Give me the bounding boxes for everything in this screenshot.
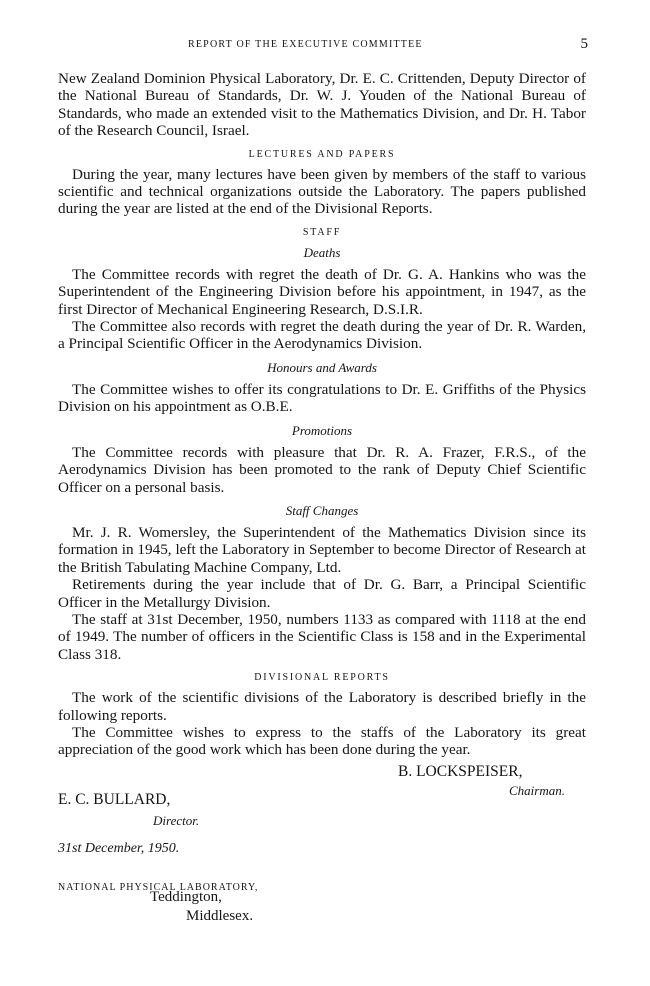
director-title: Director. bbox=[153, 812, 200, 828]
honours-paragraph: The Committee wishes to offer its congratulations to Dr. E. Griffiths of the Physics Division on his appointment as O.B.E. bbox=[58, 380, 586, 416]
staff-changes-paragraph-1: Mr. J. R. Womersley, the Superintendent of the Mathematics Division since its formation in 1945, left the Laboratory in September to become Director of Research at the British Tabulating Machine Company, Ltd. bbox=[58, 523, 586, 576]
promotions-subheading: Promotions bbox=[291, 422, 353, 438]
staff-changes-paragraph-3: The staff at 31st December, 1950, numbers 1133 as compared with 1118 at the end of 1949. The number of officers in the Scientific Class is 158 and in the Experimental Class 318. bbox=[58, 610, 586, 663]
lectures-paragraph: During the year, many lectures have been given by members of the staff to various scientific and technical organizations outside the Laboratory. The papers published during the year are listed at the end of the Divisional Reports. bbox=[58, 165, 586, 218]
deaths-paragraph-1: The Committee records with regret the death of Dr. G. A. Hankins who was the Superintendent of the Engineering Division before his appointment, in 1947, as the first Director of Mechanical Engineering Research, D.S.I.R. bbox=[58, 265, 586, 318]
director-name: E. C. BULLARD, bbox=[58, 790, 171, 808]
divisional-reports-heading: DIVISIONAL REPORTS bbox=[254, 672, 390, 684]
staff-changes-paragraph-2: Retirements during the year include that of Dr. G. Barr, a Principal Scientific Officer in the Metallurgy Division. bbox=[58, 576, 586, 611]
chairman-name: B. LOCKSPEISER, bbox=[398, 762, 523, 780]
deaths-subheading: Deaths bbox=[303, 244, 341, 260]
page-number: 5 bbox=[580, 36, 588, 52]
address-town: Teddington, bbox=[150, 888, 222, 905]
signature-block bbox=[58, 762, 586, 924]
divisional-paragraph-2: The Committee wishes to express to the staffs of the Laboratory its great appreciation of the good work which has been done during the year. bbox=[58, 723, 586, 759]
staff-changes-subheading: Staff Changes bbox=[285, 502, 359, 518]
address-block bbox=[58, 877, 458, 924]
signature-date: 31st December, 1950. bbox=[58, 840, 180, 856]
running-title: REPORT OF THE EXECUTIVE COMMITTEE bbox=[188, 39, 423, 50]
address-organization: NATIONAL PHYSICAL LABORATORY, bbox=[58, 881, 259, 893]
document-page bbox=[58, 34, 588, 924]
divisional-paragraph-1: The work of the scientific divisions of the Laboratory is described briefly in the following reports. bbox=[58, 689, 586, 724]
promotions-paragraph: The Committee records with pleasure that Dr. R. A. Frazer, F.R.S., of the Aerodynamics Division has been promoted to the rank of Deputy Chief Scientific Officer on a personal basis. bbox=[58, 443, 586, 496]
deaths-paragraph-2: The Committee also records with regret the death during the year of Dr. R. Warden, a Principal Scientific Officer in the Aerodynamics Division. bbox=[58, 318, 586, 353]
staff-heading: STAFF bbox=[302, 226, 342, 238]
intro-paragraph: New Zealand Dominion Physical Laboratory, Dr. E. C. Crittenden, Deputy Director of the National Bureau of Standards, Dr. W. J. Youden of the National Bureau of Standards, who made an extended visit to the Mathematics Division, and Dr. H. Tabor of the Research Council, Israel. bbox=[58, 70, 586, 140]
address-county: Middlesex. bbox=[186, 907, 254, 924]
page-header bbox=[58, 34, 586, 52]
lectures-heading: LECTURES AND PAPERS bbox=[248, 148, 396, 160]
honours-subheading: Honours and Awards bbox=[267, 359, 377, 375]
chairman-title: Chairman. bbox=[509, 782, 565, 798]
